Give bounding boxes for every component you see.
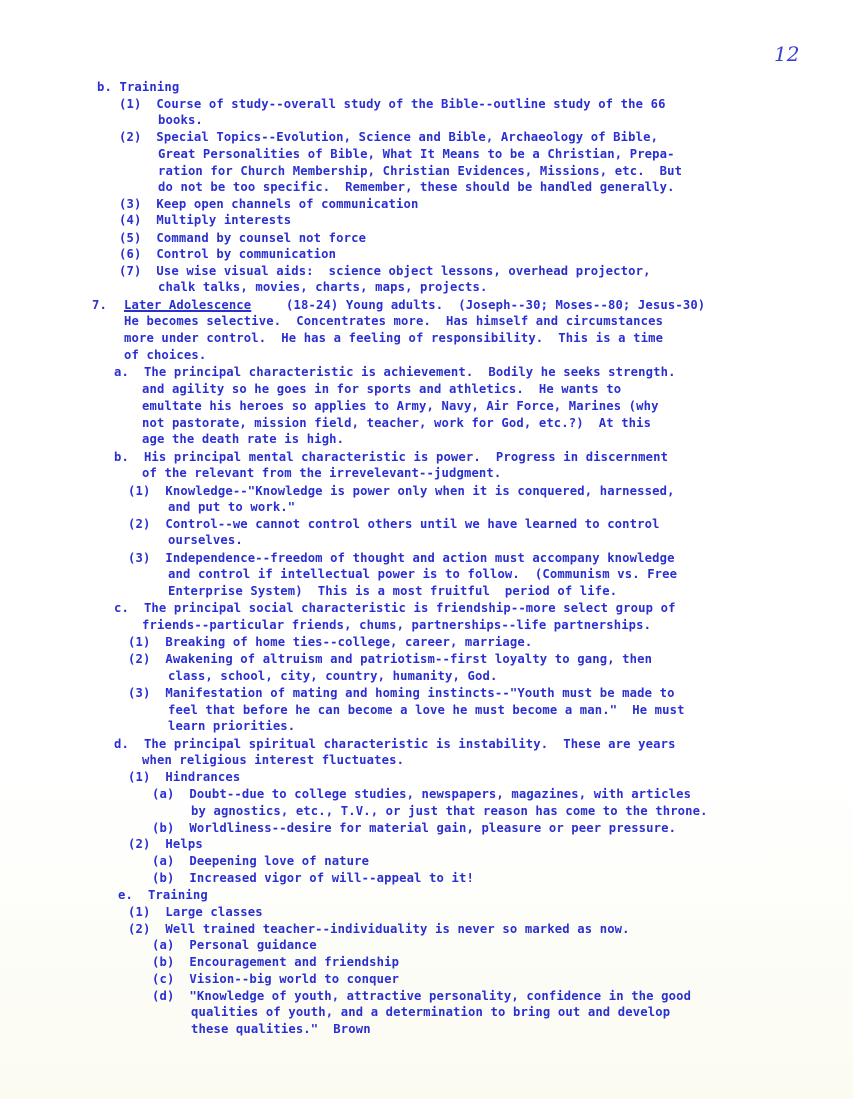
text-line: and control if intellectual power is to follow. (Communism vs. Free xyxy=(168,567,678,581)
text-line: (1) Breaking of home ties--college, career, marriage. xyxy=(128,635,533,649)
text-line: Great Personalities of Bible, What It Means to be a Christian, Prepa- xyxy=(158,147,675,161)
text-line: He becomes selective. Concentrates more. Has himself and circumstances xyxy=(124,314,664,328)
text-line: books. xyxy=(158,113,203,127)
page-number: 12 xyxy=(774,42,800,66)
text-line: these qualities." Brown xyxy=(191,1022,371,1036)
text-line: and agility so he goes in for sports and athletics. He wants to xyxy=(142,382,622,396)
text-line: (2) Control--we cannot control others until we have learned to control xyxy=(128,517,660,531)
text-line: of the relevant from the irrevelevant--judgment. xyxy=(142,466,502,480)
section-heading: Later Adolescence xyxy=(124,298,252,312)
text-line: more under control. He has a feeling of responsibility. This is a time xyxy=(124,331,664,345)
text-line: friends--particular friends, chums, partnerships--life partnerships. xyxy=(142,618,652,632)
text-line: age the death rate is high. xyxy=(142,432,345,446)
text-line: (3) Independence--freedom of thought and action must accompany knowledge xyxy=(128,551,675,565)
text-line: (c) Vision--big world to conquer xyxy=(152,972,400,986)
text-line: (2) Awakening of altruism and patriotism--first loyalty to gang, then xyxy=(128,652,653,666)
text-line: (b) Encouragement and friendship xyxy=(152,955,400,969)
text-line: learn priorities. xyxy=(168,719,296,733)
text-line: (b) Increased vigor of will--appeal to it! xyxy=(152,871,474,885)
text-line: (a) Deepening love of nature xyxy=(152,854,370,868)
text-line: (1) Course of study--overall study of the Bible--outline study of the 66 xyxy=(119,97,666,111)
text-line: (4) Multiply interests xyxy=(119,213,292,227)
text-line: qualities of youth, and a determination to bring out and develop xyxy=(191,1005,671,1019)
text-line: not pastorate, mission field, teacher, work for God, etc.?) At this xyxy=(142,416,652,430)
text-line: a. The principal characteristic is achievement. Bodily he seeks strength. xyxy=(114,365,676,379)
text-line: (2) Helps xyxy=(128,837,203,851)
text-line: (3) Manifestation of mating and homing instincts--"Youth must be made to xyxy=(128,686,675,700)
text-line: e. Training xyxy=(118,888,208,902)
text-line: (1) Knowledge--"Knowledge is power only when it is conquered, harnessed, xyxy=(128,484,675,498)
text-line: ration for Church Membership, Christian Evidences, Missions, etc. But xyxy=(158,164,683,178)
text-line: d. The principal spiritual characteristic is instability. These are years xyxy=(114,737,676,751)
text-line: (d) "Knowledge of youth, attractive personality, confidence in the good xyxy=(152,989,692,1003)
text-line: and put to work." xyxy=(168,500,296,514)
text-line: (5) Command by counsel not force xyxy=(119,231,367,245)
section-number: 7. xyxy=(92,298,107,312)
text-line: (2) Special Topics--Evolution, Science and Bible, Archaeology of Bible, xyxy=(119,130,659,144)
text-line: chalk talks, movies, charts, maps, projects. xyxy=(158,280,488,294)
text-line: (6) Control by communication xyxy=(119,247,337,261)
text-line: (a) Personal guidance xyxy=(152,938,317,952)
text-line: (a) Doubt--due to college studies, newspapers, magazines, with articles xyxy=(152,787,692,801)
text-line: b. His principal mental characteristic is power. Progress in discernment xyxy=(114,450,669,464)
text-line: do not be too specific. Remember, these should be handled generally. xyxy=(158,180,675,194)
text-line: ourselves. xyxy=(168,533,243,547)
text-line: feel that before he can become a love he must become a man." He must xyxy=(168,703,685,717)
text-line: (18-24) Young adults. (Joseph--30; Moses--80; Jesus-30) xyxy=(286,298,706,312)
text-line: (1) Hindrances xyxy=(128,770,241,784)
text-line: (2) Well trained teacher--individuality is never so marked as now. xyxy=(128,922,630,936)
text-line: class, school, city, country, humanity, God. xyxy=(168,669,498,683)
text-line: Enterprise System) This is a most fruitful period of life. xyxy=(168,584,618,598)
text-line: by agnostics, etc., T.V., or just that reason has come to the throne. xyxy=(191,804,708,818)
text-line: b. Training xyxy=(97,80,180,94)
text-line: c. The principal social characteristic is friendship--more select group of xyxy=(114,601,676,615)
text-line: emultate his heroes so applies to Army, Navy, Air Force, Marines (why xyxy=(142,399,659,413)
text-line: (b) Worldliness--desire for material gain, pleasure or peer pressure. xyxy=(152,821,677,835)
text-line: of choices. xyxy=(124,348,207,362)
text-line: when religious interest fluctuates. xyxy=(142,753,405,767)
text-line: (1) Large classes xyxy=(128,905,263,919)
text-line: (7) Use wise visual aids: science object lessons, overhead projector, xyxy=(119,264,651,278)
text-line: (3) Keep open channels of communication xyxy=(119,197,419,211)
